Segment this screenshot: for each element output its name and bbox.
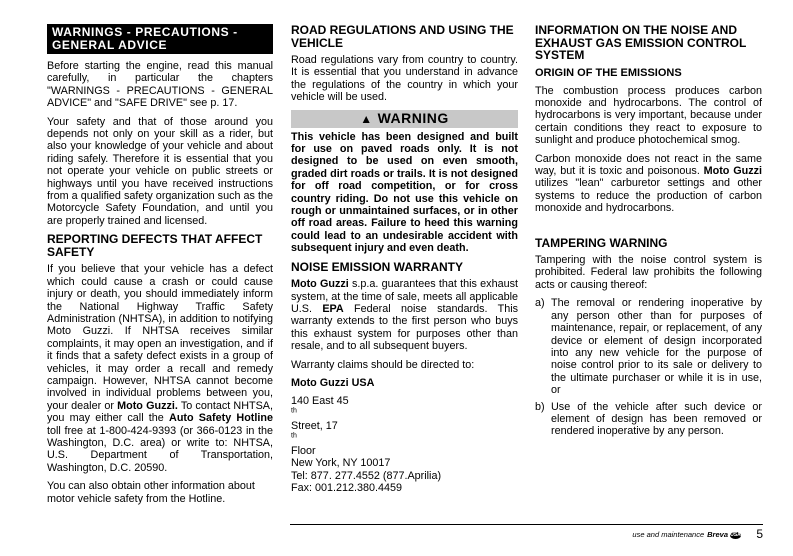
page-number: 5 bbox=[756, 527, 763, 541]
footer-rule bbox=[290, 524, 763, 525]
list-item: b) Use of the vehicle after such device or element of design has been removed or rendered inoperative by any person. bbox=[535, 400, 762, 438]
warning-triangle-icon: ▲ bbox=[360, 111, 373, 126]
warning-banner: ▲ WARNING bbox=[291, 110, 518, 128]
section-banner-warnings: WARNINGS - PRECAUTIONS - GENERAL ADVICE bbox=[47, 24, 273, 54]
column-left bbox=[47, 24, 273, 511]
heading-noise-warranty: NOISE EMISSION WARRANTY bbox=[291, 259, 464, 274]
address-line-city: New York, NY 10017 bbox=[291, 457, 391, 470]
footer-label: use and maintenance Breva USA bbox=[632, 530, 741, 539]
usa-badge-icon: USA bbox=[730, 531, 741, 538]
address-line-fax: Fax: 001.212.380.4459 bbox=[291, 482, 403, 495]
reporting-paragraph: If you believe that your vehicle has a defect which could cause a crash or could cause injury or death, you should immediately inform the National Highway Traffic Safety Administration (NHTSA), in addition to notifying Moto Guzzi. If NHTSA receives similar complaints, it may open an investigation, and if it finds that a safety defect exists in a group of vehicles, it may order a recall and remedy campaign. However, NHTSA cannot become involved in individual problems between you, your dealer or Moto Guzzi. To contact NHTSA, you may either call the Auto Safety Hotline toll free at 1-800-424-9393 (or 366-0123 in the Washington, D.C. area) or write to: NHTSA, U.S. Department of Transportation, Washington, D.C. 20590. bbox=[47, 263, 273, 474]
column-middle bbox=[291, 24, 518, 495]
heading-road-regulations: ROAD REGULATIONS AND USING THE VEHICLE bbox=[291, 23, 514, 50]
warranty-claims-line: Warranty claims should be directed to: bbox=[291, 358, 475, 371]
intro-paragraph: Before starting the engine, read this manual carefully, in particular the chapters "WARNINGS - PRECAUTIONS - GENERAL ADVICE" and "SAFE DRIVE" see p. 17. bbox=[47, 60, 273, 110]
warranty-paragraph: Moto Guzzi s.p.a. guarantees that this exhaust system, at the time of sale, meets all applicable U.S. EPA Federal noise standards. This warranty extends to the first person who buys this exhaust system for purposes other than resale, and to all subsequent buyers. bbox=[291, 278, 518, 353]
heading-reporting-defects: REPORTING DEFECTS THAT AFFECT SAFETY bbox=[47, 232, 263, 259]
safety-paragraph: Your safety and that of those around you depends not only on your skill as a rider, but also your knowledge of your vehicle and about riding safely. Therefore it is essential that you not operate your vehicle on public streets or highways until you have received instructions from a qualified safety organization such as the Motorcycle Safety Foundation, and until you are properly trained and licensed. bbox=[47, 115, 273, 227]
hotline-paragraph: You can also obtain other information about motor vehicle safety from the Hotline. bbox=[47, 480, 255, 505]
road-regulations-paragraph: Road regulations vary from country to country. It is essential that you understand in advance the regulations of the country in which your vehicle will be used. bbox=[291, 54, 518, 104]
tampering-paragraph: Tampering with the noise control system is prohibited. Federal law prohibits the following acts or causing thereof: bbox=[535, 254, 762, 291]
list-item: a) The removal or rendering inoperative by any person other than for purposes of maintenance, repair, or replacement, of any device or element of design incorporated into any new vehicle for the purpose of noise control prior to its sale or delivery to the ultimate purchaser or while it is in use, or bbox=[535, 297, 762, 397]
combustion-paragraph: The combustion process produces carbon monoxide and hydrocarbons. The control of hydrocarbons is very important, because under certain conditions they react to exposure to sunlight and produce photochemical smog. bbox=[535, 84, 762, 147]
company-address bbox=[291, 395, 518, 494]
address-line-street: 140 East 45 $^{th}$ Street, 17 $^{th}$ Floor bbox=[291, 395, 349, 458]
address-line-tel: Tel: 877. 277.4552 (877.Aprilia) bbox=[291, 469, 442, 482]
carbon-monoxide-paragraph: Carbon monoxide does not react in the same way, but it is toxic and poisonous. Moto Guzzi utilizes "lean" carburetor settings and other systems to reduce the production of carbon monoxide and hydrocarbons. bbox=[535, 152, 762, 215]
heading-tampering-warning: TAMPERING WARNING bbox=[535, 235, 668, 250]
warning-text: This vehicle has been designed and built for use on paved roads only. It is not designed to be used on even smooth, graded dirt roads or trails. It is not designed for off road competition, or for cross country riding. Do not use this vehicle on rough or unmaintained surfaces, or in other off road areas. Failure to heed this warning could lead to an undesirable accident with subsequent injury and even death. bbox=[291, 130, 518, 255]
tampering-list bbox=[535, 297, 762, 437]
heading-emission-info: INFORMATION ON THE NOISE AND EXHAUST GAS EMISSION CONTROL SYSTEM bbox=[535, 23, 747, 62]
company-name: Moto Guzzi USA bbox=[291, 377, 375, 390]
subheading-origin-emissions: ORIGIN OF THE EMISSIONS bbox=[535, 66, 682, 79]
column-right bbox=[535, 24, 762, 442]
